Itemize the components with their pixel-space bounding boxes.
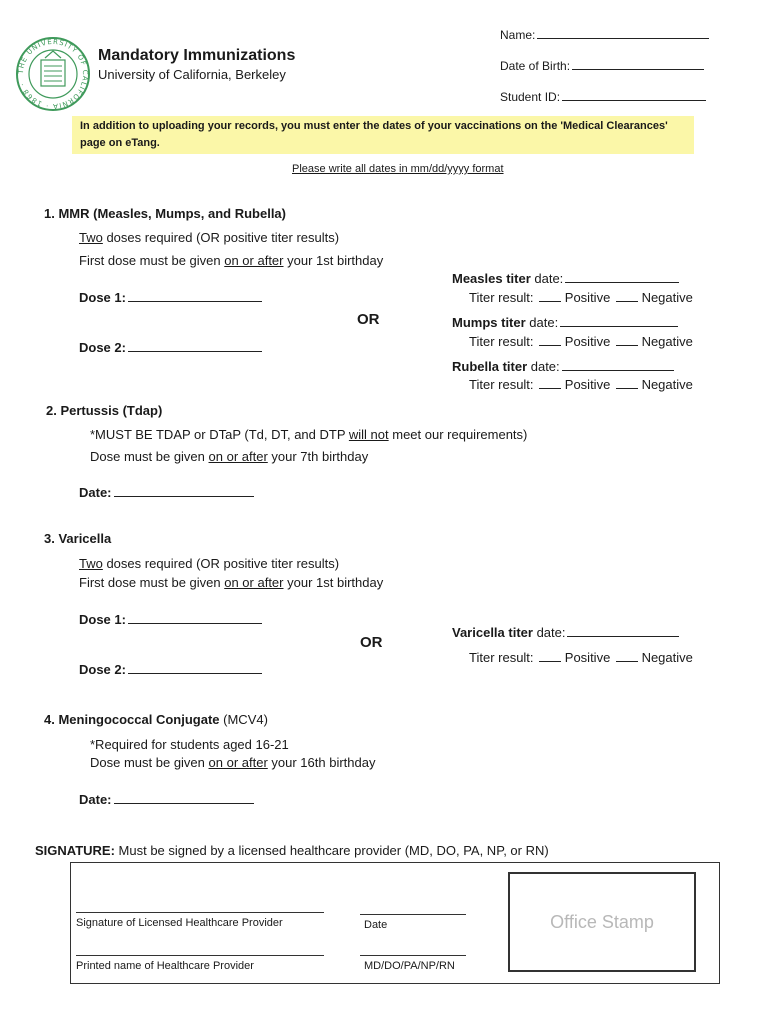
page-title: Mandatory Immunizations (98, 47, 296, 64)
varicella-requirement: Two doses required (OR positive titer results) (79, 556, 340, 571)
name-label: Name: (500, 28, 536, 42)
printed-name-label: Printed name of Healthcare Provider (76, 960, 254, 972)
rubella-titer-result: Titer result: Positive Negative (469, 377, 693, 392)
measles-titer-result: Titer result: Positive Negative (469, 290, 693, 305)
dob-field[interactable] (500, 59, 704, 73)
pertussis-date-label: Date: (79, 485, 112, 500)
meningococcal-date-field[interactable] (79, 792, 254, 807)
mmr-requirement: Two doses required (OR positive titer results) (79, 230, 340, 245)
pertussis-dose-rule: Dose must be given on or after your 7th birthday (90, 449, 369, 464)
pertussis-requirement: *MUST BE TDAP or DTaP (Td, DT, and DTP will not meet our requirements) (90, 427, 528, 442)
measles-positive-blank[interactable] (539, 300, 561, 302)
pertussis-heading: 2. Pertussis (Tdap) (46, 403, 163, 418)
uc-seal-icon (15, 36, 91, 112)
meningococcal-requirement: *Required for students aged 16-21 (90, 737, 289, 752)
measles-titer-date-field[interactable]: Measles titer date: (452, 271, 679, 286)
signature-date-label: Date (364, 919, 388, 931)
varicella-titer-result: Titer result: Positive Negative (469, 650, 693, 665)
signature-instruction: SIGNATURE: Must be signed by a licensed healthcare provider (MD, DO, PA, NP, or RN) (35, 843, 549, 858)
office-stamp-box[interactable] (508, 872, 696, 972)
pertussis-date-field[interactable] (79, 485, 254, 500)
varicella-heading: 3. Varicella (44, 531, 112, 546)
student-id-field[interactable] (500, 90, 706, 104)
mmr-dose2-label: Dose 2: (79, 340, 126, 355)
varicella-dose1-field[interactable] (79, 612, 262, 627)
meningococcal-date-label: Date: (79, 792, 112, 807)
measles-negative-blank[interactable] (616, 300, 638, 302)
rubella-positive-blank[interactable] (539, 387, 561, 389)
mmr-dose2-field[interactable] (79, 340, 262, 355)
signature-label: Signature of Licensed Healthcare Provider (76, 917, 283, 929)
page-subtitle: University of California, Berkeley (98, 67, 286, 82)
signature-date-line[interactable] (360, 914, 466, 915)
varicella-dose1-label: Dose 1: (79, 612, 126, 627)
mmr-dose1-label: Dose 1: (79, 290, 126, 305)
meningococcal-dose-rule: Dose must be given on or after your 16th birthday (90, 755, 376, 770)
signature-line[interactable] (76, 912, 324, 913)
mmr-or: OR (357, 311, 380, 328)
rubella-negative-blank[interactable] (616, 387, 638, 389)
rubella-titer-date-field[interactable]: Rubella titer date: (452, 359, 674, 374)
mmr-dose1-field[interactable] (79, 290, 262, 305)
name-field[interactable] (500, 28, 709, 42)
credential-label: MD/DO/PA/NP/RN (364, 960, 455, 972)
seal-text: THE UNIVERSITY OF CALIFORNIA · 1868 · (16, 37, 90, 111)
office-stamp-label: Office Stamp (550, 912, 654, 932)
notice-line-2: page on eTang. (80, 137, 160, 149)
dob-label: Date of Birth: (500, 59, 571, 73)
credential-line[interactable] (360, 955, 466, 956)
date-format-note: Please write all dates in mm/dd/yyyy format (292, 163, 504, 175)
varicella-or: OR (360, 634, 383, 651)
meningococcal-heading: 4. Meningococcal Conjugate (MCV4) (44, 712, 268, 727)
printed-name-line[interactable] (76, 955, 324, 956)
varicella-positive-blank[interactable] (539, 660, 561, 662)
mumps-positive-blank[interactable] (539, 344, 561, 346)
student-id-label: Student ID: (500, 90, 561, 104)
mmr-first-dose-rule: First dose must be given on or after your 1st birthday (79, 253, 384, 268)
mumps-titer-date-field[interactable]: Mumps titer date: (452, 315, 678, 330)
varicella-negative-blank[interactable] (616, 660, 638, 662)
varicella-dose2-label: Dose 2: (79, 662, 126, 677)
varicella-first-dose-rule: First dose must be given on or after your 1st birthday (79, 575, 384, 590)
svg-text:THE UNIVERSITY OF CALIFORNIA · (17, 38, 89, 110)
notice-line-1: In addition to uploading your records, you must enter the dates of your vaccinations on the 'Medical Clearances' (80, 120, 668, 132)
varicella-dose2-field[interactable] (79, 662, 262, 677)
mmr-heading: 1. MMR (Measles, Mumps, and Rubella) (44, 206, 286, 221)
mumps-negative-blank[interactable] (616, 344, 638, 346)
mumps-titer-result: Titer result: Positive Negative (469, 334, 693, 349)
varicella-titer-date-field[interactable]: Varicella titer date: (452, 625, 679, 640)
